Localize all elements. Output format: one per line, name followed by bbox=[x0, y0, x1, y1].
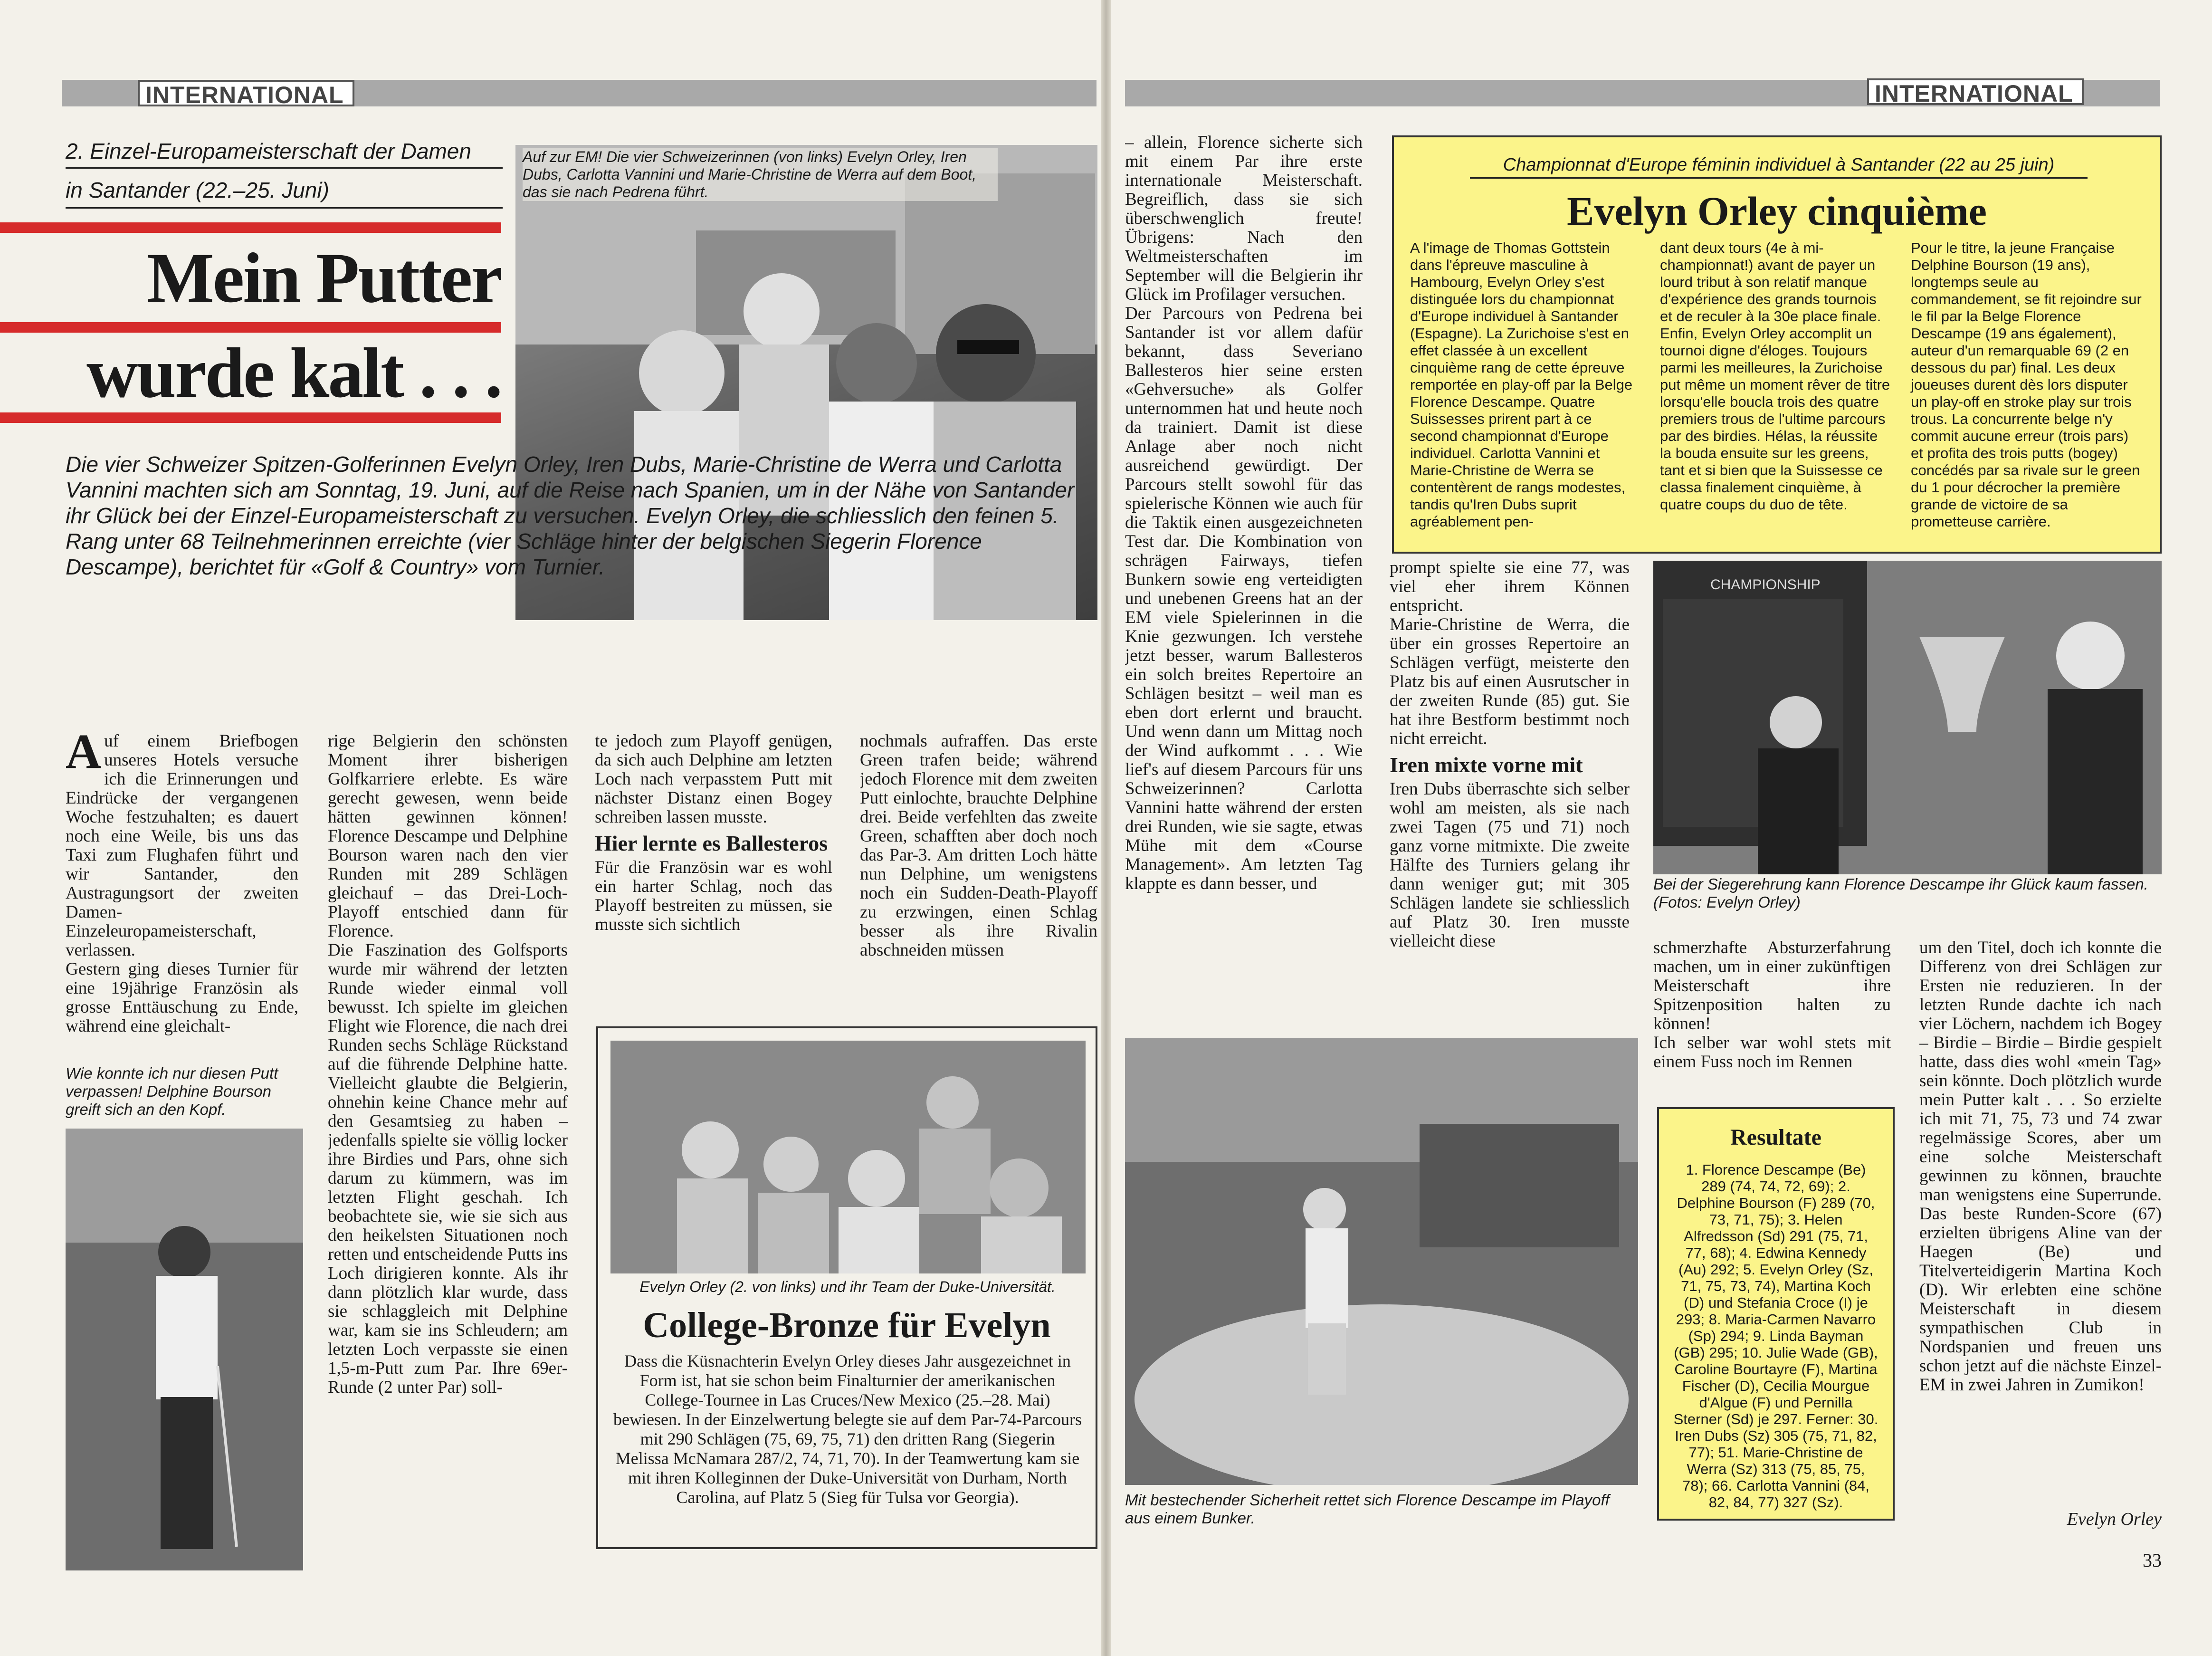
college-caption: Evelyn Orley (2. von links) und ihr Team der Duke-Universität. bbox=[639, 1278, 1056, 1295]
column-5-text: – allein, Florence sicherte sich mit einem Par ihre erste internationale Meisterschaft. Begreiflich, dass sie sich überschwenglich freute! Übrigens: Nach den Weltmeisterschaften im September will die Belgierin ihr Glück im Profilager versuchen. bbox=[1125, 133, 1363, 304]
column-2-text2: Die Faszination des Golfsports wurde mir während der letzten Runde wieder einmal voll bewusst. Ich spielte im gleichen Flight wie Florence, die nach drei Runden sechs Schläge Rückstand auf die führende Delphine hatte. Vielleicht glaubte die Belgierin, ohnehin keine Chance mehr auf den Gesamtsieg zu haben – jedenfalls spielte sie völlig locker ihre Birdies und Pars, ohne sich darum zu kümmern, was im letzten Flight geschah. Ich beobachtete sie, wie sie sich aus den heikelsten Situationen noch retten und entscheidende Putts ins Loch dirigieren konnte. Als ihr dann plötzlich klar wurde, dass sie schlaggleich mit Delphine war, kam sie ins Schleudern; am letzten Loch verpasste sie einen 1,5-m-Putt zum Par. Ihre 69er-Runde (2 unter Par) soll- bbox=[328, 940, 568, 1397]
author-byline: Evelyn Orley bbox=[2067, 1509, 2162, 1529]
column-1-text: uf einem Briefbogen unseres Hotels versuche ich die Erinnerungen und Eindrücke der vergangenen Woche festzuhalten; es dauert noch eine Weile, bis uns das Taxi zum Flughafen führt und wir Santander, den Austragungsort der zweiten Damen-Einzeleuropameisterschaft, verlassen. bbox=[66, 732, 298, 960]
lead-paragraph: Die vier Schweizer Spitzen-Golferinnen Evelyn Orley, Iren Dubs, Marie-Christine de Werra und Carlotta Vannini machten sich am Sonntag, 19. Juni, auf die Reise nach Spanien, um in der Nähe von Santander ihr Glück bei der Einzel-Europameisterschaft zu versuchen. Evelyn Orley, die schliesslich den feinen 5. Rang unter 68 Teilnehmerinnen erreichte (vier Schläge hinter der belgischen Siegerin Florence Descampe), berichtet für «Golf & Country» vom Turnier. bbox=[66, 452, 1075, 579]
column-7 bbox=[1653, 938, 1891, 1095]
photo-trophy-ceremony bbox=[1653, 561, 2162, 874]
column-6-text3: Iren Dubs überraschte sich selber wohl am meisten, als sie nach zwei Tagen (75 und 71) noch ganz vorne mitmixte. Die zweite Hälfte des Turniers gelang ihr dann weniger gut; mit 305 Schlägen landete sie schliesslich auf Platz 30. Iren musste vielleicht diese bbox=[1390, 779, 1630, 951]
photo-bunker-shot-art bbox=[1125, 1038, 1638, 1485]
results-title: Resultate bbox=[1730, 1125, 1821, 1150]
section-label-right: INTERNATIONAL bbox=[1867, 78, 2084, 105]
french-box bbox=[1392, 135, 2162, 554]
red-rule-1 bbox=[0, 222, 501, 233]
photo-bunker-shot bbox=[1125, 1038, 1638, 1485]
college-title: College-Bronze für Evelyn bbox=[643, 1305, 1051, 1345]
photo-bourson bbox=[66, 1129, 303, 1570]
column-1-text2: Gestern ging dieses Turnier für eine 19jährige Französin als grosse Enttäuschung zu Ende, während eine gleichalt- bbox=[66, 959, 298, 1036]
college-text: Dass die Küsnachterin Evelyn Orley dieses Jahr ausgezeichnet in Form ist, hat sie schon beim Finalturnier der amerikanischen College-Tournee in Las Cruces/New Mexico (25.–28. Mai) bewiesen. In der Einzelwertung belegte sie auf dem Par-74-Parcours mit 290 Schlägen (75, 69, 75, 71) den dritten Rang (Siegerin Melissa McNamara 287/2, 74, 71, 70). In der Teamwertung kam sie mit ihren Kolleginnen der Duke-Universität von Durham, North Carolina, auf Platz 5 (Sieg für Tulsa vor Georgia). bbox=[613, 1351, 1082, 1507]
column-6-text2: Marie-Christine de Werra, die über ein grosses Repertoire an Schlägen verfügt, meisterte den Platz bis auf einen Ausrutscher in der zweiten Runde (85) gut. Sie hat ihre Bestform bestimmt noch nicht erreicht. bbox=[1390, 615, 1630, 748]
french-kicker-rule bbox=[1470, 177, 2088, 179]
column-7-text2: Ich selber war wohl stets mit einem Fuss noch im Rennen bbox=[1653, 1033, 1891, 1072]
headline-line2: wurde kalt . . . bbox=[86, 334, 501, 412]
lead-mask bbox=[508, 449, 1102, 624]
column-3-text: te jedoch zum Playoff genügen, da sich auch Delphine am letzten Loch nach verpasstem Putt mit nächster Distanz einen Bogey schreiben lassen musste. bbox=[595, 732, 832, 827]
headline-line1: Mein Putter bbox=[147, 239, 501, 317]
column-8 bbox=[1919, 938, 2162, 1499]
page-gutter bbox=[1101, 0, 1111, 1656]
column-6-subhead: Iren mixte vorne mit bbox=[1390, 753, 1583, 777]
page-number: 33 bbox=[2143, 1550, 2162, 1571]
photo-team-caption: Auf zur EM! Die vier Schweizerinnen (von links) Evelyn Orley, Iren Dubs, Carlotta Vannini und Marie-Christine de Werra auf dem Boot, das sie nach Pedrena führt. bbox=[523, 148, 998, 201]
column-4 bbox=[860, 732, 1097, 1007]
column-6-text: prompt spielte sie eine 77, was viel eher ihrem Können entspricht. bbox=[1390, 558, 1630, 615]
scoreboard-heading: CHAMPIONSHIP bbox=[1710, 577, 1821, 593]
college-box bbox=[596, 1026, 1097, 1549]
column-6 bbox=[1390, 558, 1630, 1026]
column-2 bbox=[328, 732, 568, 1540]
photo-trophy-caption: Bei der Siegerehrung kann Florence Descampe ihr Glück kaum fassen. (Fotos: Evelyn Orley) bbox=[1653, 875, 2148, 911]
photo-bourson-art bbox=[66, 1129, 303, 1570]
photo-bourson-caption: Wie konnte ich nur diesen Putt verpassen! Delphine Bourson greift sich an den Kopf. bbox=[66, 1064, 278, 1118]
french-column-1: A l'image de Thomas Gottstein dans l'épreuve masculine à Hambourg, Evelyn Orley s'est distinguée lors du championnat d'Europe individuel à Santander (Espagne). La Zurichoise s'est en effet classée à un excellent cinquième rang de cette épreuve remportée en play-off par la Belge Florence Descampe. Quatre Suissesses prirent part à ce second championnat d'Europe individuel. Carlotta Vannini et Marie-Christine de Werra se contentèrent de rangs modestes, tandis qu'Iren Dubs suprit agréablement pen- bbox=[1410, 239, 1633, 530]
kicker-rule bbox=[66, 167, 503, 169]
section-label-left: INTERNATIONAL bbox=[138, 80, 354, 106]
column-7-text: schmerzhafte Absturzerfahrung machen, um in einer zukünftigen Meisterschaft ihre Spitzenposition halten zu können! bbox=[1653, 938, 1891, 1034]
column-2-text: rige Belgierin den schönsten Moment ihrer bisherigen Golfkarriere erlebte. Es wäre gerecht gewesen, wenn beide hätten gewinnen können! Florence Descampe und Delphine Bourson waren nach den vier Runden mit 289 Schlägen gleichauf – das Drei-Loch-Playoff entschied dann für Florence. bbox=[328, 732, 568, 941]
column-5 bbox=[1125, 133, 1363, 1026]
french-column-3: Pour le titre, la jeune Française Delphine Bourson (19 ans), longtemps seule au commandement, se fit rejoindre sur le fil par la Belge Florence Descampe (19 ans également), auteur d'un remarquable 69 (2 en dessous du par) final. Les deux joueuses durent dès lors disputer un play-off en stroke play sur trois trous. La concurrente belge n'y commit aucune erreur (trois pars) et profita des trois putts (bogey) concédés par sa rivale sur le green du 1 pour décrocher la première grande de victoire de sa prometteuse carrière. bbox=[1911, 239, 2142, 530]
red-rule-3 bbox=[0, 412, 501, 423]
photo-duke-team-art bbox=[610, 1041, 1086, 1273]
column-3 bbox=[595, 732, 832, 1007]
column-5-text2: Der Parcours von Pedrena bei Santander ist vor allem dafür bekannt, dass Severiano Ballesteros hier seine ersten «Gehversuche» als Golfer unternommen hat und heute noch da trainiert. Damit ist diese Anlage aber noch nicht ausreichend gewürdigt. Der Parcours stellt sowohl für das spielerische Können wie auch für die Taktik einen ausgezeichneten Test dar. Die Kombination von schrägen Fairways, tiefen Bunkern sowie eng verteidigten und unebenen Greens hat an der EM viele Spielerinnen in die Knie gezwungen. Ich verstehe jetzt besser, warum Ballesteros ein solch breites Repertoire an Schlägen besitzt – weil man es eben dort erlernt und braucht. Und wenn dann um Mittag noch der Wind aufkommt . . . Wie lief's auf diesem Parcours für uns Schweizerinnen? Carlotta Vannini hatte während der ersten drei Runden, wie sie sagte, etwas Mühe mit dem «Course Management». Am letzten Tag klappte es dann besser, und bbox=[1125, 304, 1363, 893]
photo-bunker-caption: Mit bestechender Sicherheit rettet sich Florence Descampe im Playoff aus einem Bunker. bbox=[1125, 1491, 1610, 1527]
red-rule-2 bbox=[0, 322, 501, 333]
results-box bbox=[1657, 1107, 1895, 1521]
french-kicker: Championnat d'Europe féminin individuel à Santander (22 au 25 juin) bbox=[1503, 155, 2055, 175]
kicker-line2: in Santander (22.–25. Juni) bbox=[66, 178, 329, 202]
photo-trophy-ceremony-art bbox=[1653, 561, 2162, 874]
column-3-text2: Für die Französin war es wohl ein harter Schlag, noch das Playoff bestreiten zu müssen, sie musste sich sichtlich bbox=[595, 858, 832, 934]
results-text: 1. Florence Descampe (Be) 289 (74, 74, 72, 69); 2. Delphine Bourson (F) 289 (70, 73, 71, 75); 3. Helen Alfredsson (Sd) 291 (75, 71, 77, 68); 4. Edwina Kennedy (Au) 292; 5. Evelyn Orley (Sz, 71, 75, 73, 74), Martina Koch (D) und Stefania Croce (I) je 293; 8. Maria-Carmen Navarro (Sp) 294; 9. Linda Bayman (GB) 295; 10. Julie Wade (GB), Caroline Bourtayre (F), Martina Fischer (D), Cecilia Mourgue d'Algue (F) und Pernilla Sterner (Sd) je 297. Ferner: 30. Iren Dubs (Sz) 305 (75, 71, 82, 77); 51. Marie-Christine de Werra (Sz) 313 (75, 85, 75, 78); 66. Carlotta Vannini (84, 82, 84, 77) 327 (Sz). bbox=[1673, 1161, 1878, 1511]
kicker-line1: 2. Einzel-Europameisterschaft der Damen bbox=[66, 139, 471, 163]
french-column-2: dant deux tours (4e à mi-championnat!) avant de payer un lourd tribut à son relatif manque d'expérience des grands tournois et de reculer à la 30e place finale. Enfin, Evelyn Orley accomplit un tournoi digne d'éloges. Toujours parmi les meilleures, la Zurichoise put même un moment rêver de titre lorsqu'elle boucla trois des quatre premiers trous de l'ultime parcours par des birdies. Hélas, la réussite la bouda ensuite sur les greens, tant et si bien que la Suissesse ce classa finalement cinquième, à quatre coups du duo de tête. bbox=[1660, 239, 1890, 513]
column-8-text: um den Titel, doch ich konnte die Differenz von drei Schlägen zur Ersten nie reduzieren. In der letzten Runde dachte ich nach vier Löchern, nachdem ich Bogey – Birdie – Birdie – Birdie gespielt hatte, dass dies wohl «mein Tag» sein könnte. Doch plötzlich wurde mein Putter kalt . . . So erzielte ich mit 71, 75, 73 und 74 zwar regelmässige Scores, aber um eine solche Meisterschaft gewinnen zu können, brauchte man wenigstens eine Superrunde. Das beste Runden-Score (67) erzielten übrigens Aline van der Haegen (Be) und Titelverteidigerin Martina Koch (D). Wir erlebten eine schöne Meisterschaft in diesem sympathischen Club in Nordspanien und freuen uns schon jetzt auf die nächste Einzel-EM in zwei Jahren in Zumikon! bbox=[1919, 938, 2162, 1395]
photo-duke-team bbox=[610, 1041, 1086, 1273]
dropcap: A bbox=[66, 732, 102, 779]
french-title: Evelyn Orley cinquième bbox=[1567, 188, 1987, 234]
kicker-rule-2 bbox=[66, 207, 503, 209]
column-4-text: nochmals aufraffen. Das erste Green trafen beide; während jedoch Florence mit dem zweiten Putt einlochte, brauchte Delphine drei. Beide verfehlten das zweite Green, schafften aber doch noch das Par-3. Am dritten Loch hätte nun Delphine, um wenigstens noch ein Sudden-Death-Playoff zu erzwingen, einen Schlag besser als ihre Rivalin abschneiden müssen bbox=[860, 732, 1097, 960]
column-3-subhead: Hier lernte es Ballesteros bbox=[595, 831, 828, 855]
column-1 bbox=[66, 732, 298, 1069]
